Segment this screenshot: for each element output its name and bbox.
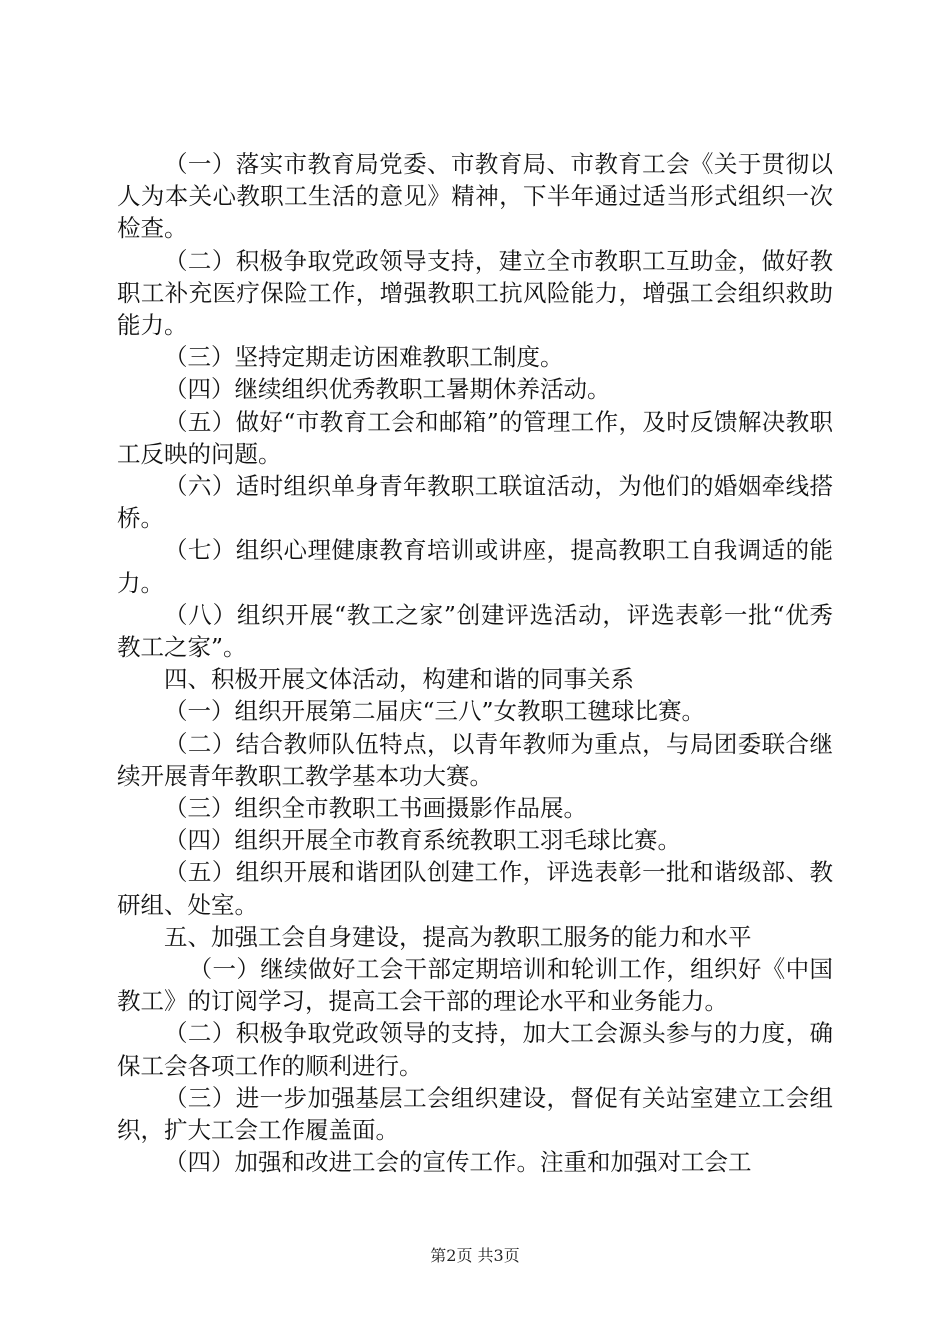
paragraph: （一）继续做好工会干部定期培训和轮训工作，组织好《中国教工》的订阅学习，提高工会干部的理论水平和业务能力。 bbox=[117, 955, 833, 1016]
paragraph: （八）组织开展“教工之家”创建评选活动，评选表彰一批“优秀教工之家”。 bbox=[117, 600, 833, 662]
paragraph: （五）组织开展和谐团队创建工作，评选表彰一批和谐级部、教研组、处室。 bbox=[117, 858, 833, 919]
paragraph: （二）积极争取党政领导支持，建立全市教职工互助金，做好教职工补充医疗保险工作，增强教职工抗风险能力，增强工会组织救助能力。 bbox=[117, 246, 833, 340]
paragraph: （二）积极争取党政领导的支持，加大工会源头参与的力度，确保工会各项工作的顺利进行。 bbox=[117, 1019, 833, 1080]
paragraph: （一）落实市教育局党委、市教育局、市教育工会《关于贯彻以人为本关心教职工生活的意见》精神，下半年通过适当形式组织一次检查。 bbox=[117, 150, 833, 243]
paragraph: （四）组织开展全市教育系统教职工羽毛球比赛。 bbox=[164, 826, 681, 855]
section-heading: 五、加强工会自身建设，提高为教职工服务的能力和水平 bbox=[164, 922, 752, 951]
paragraph: （一）组织开展第二届庆“三八”女教职工毽球比赛。 bbox=[164, 697, 706, 726]
page-number: 第2页 共3页 bbox=[430, 1246, 520, 1265]
document-body bbox=[117, 148, 833, 1179]
paragraph: （三）坚持定期走访困难教职工制度。 bbox=[164, 343, 564, 372]
section-heading: 四、积极开展文体活动，构建和谐的同事关系 bbox=[164, 665, 634, 694]
paragraph: （四）加强和改进工会的宣传工作。注重和加强对工会工 bbox=[164, 1148, 752, 1177]
paragraph: （三）进一步加强基层工会组织建设，督促有关站室建立工会组织，扩大工会工作履盖面。 bbox=[117, 1083, 833, 1145]
paragraph: （三）组织全市教职工书画摄影作品展。 bbox=[164, 794, 587, 823]
paragraph: （二）结合教师队伍特点，以青年教师为重点，与局团委联合继续开展青年教职工教学基本功大赛。 bbox=[117, 729, 833, 790]
paragraph: （七）组织心理健康教育培训或讲座，提高教职工自我调适的能力。 bbox=[117, 536, 833, 597]
paragraph: （六）适时组织单身青年教职工联谊活动，为他们的婚姻牵线搭桥。 bbox=[117, 472, 833, 533]
paragraph: （四）继续组织优秀教职工暑期休养活动。 bbox=[164, 375, 611, 404]
paragraph: （五）做好“市教育工会和邮箱”的管理工作，及时反馈解决教职工反映的问题。 bbox=[117, 407, 833, 468]
page-footer bbox=[0, 1243, 950, 1266]
